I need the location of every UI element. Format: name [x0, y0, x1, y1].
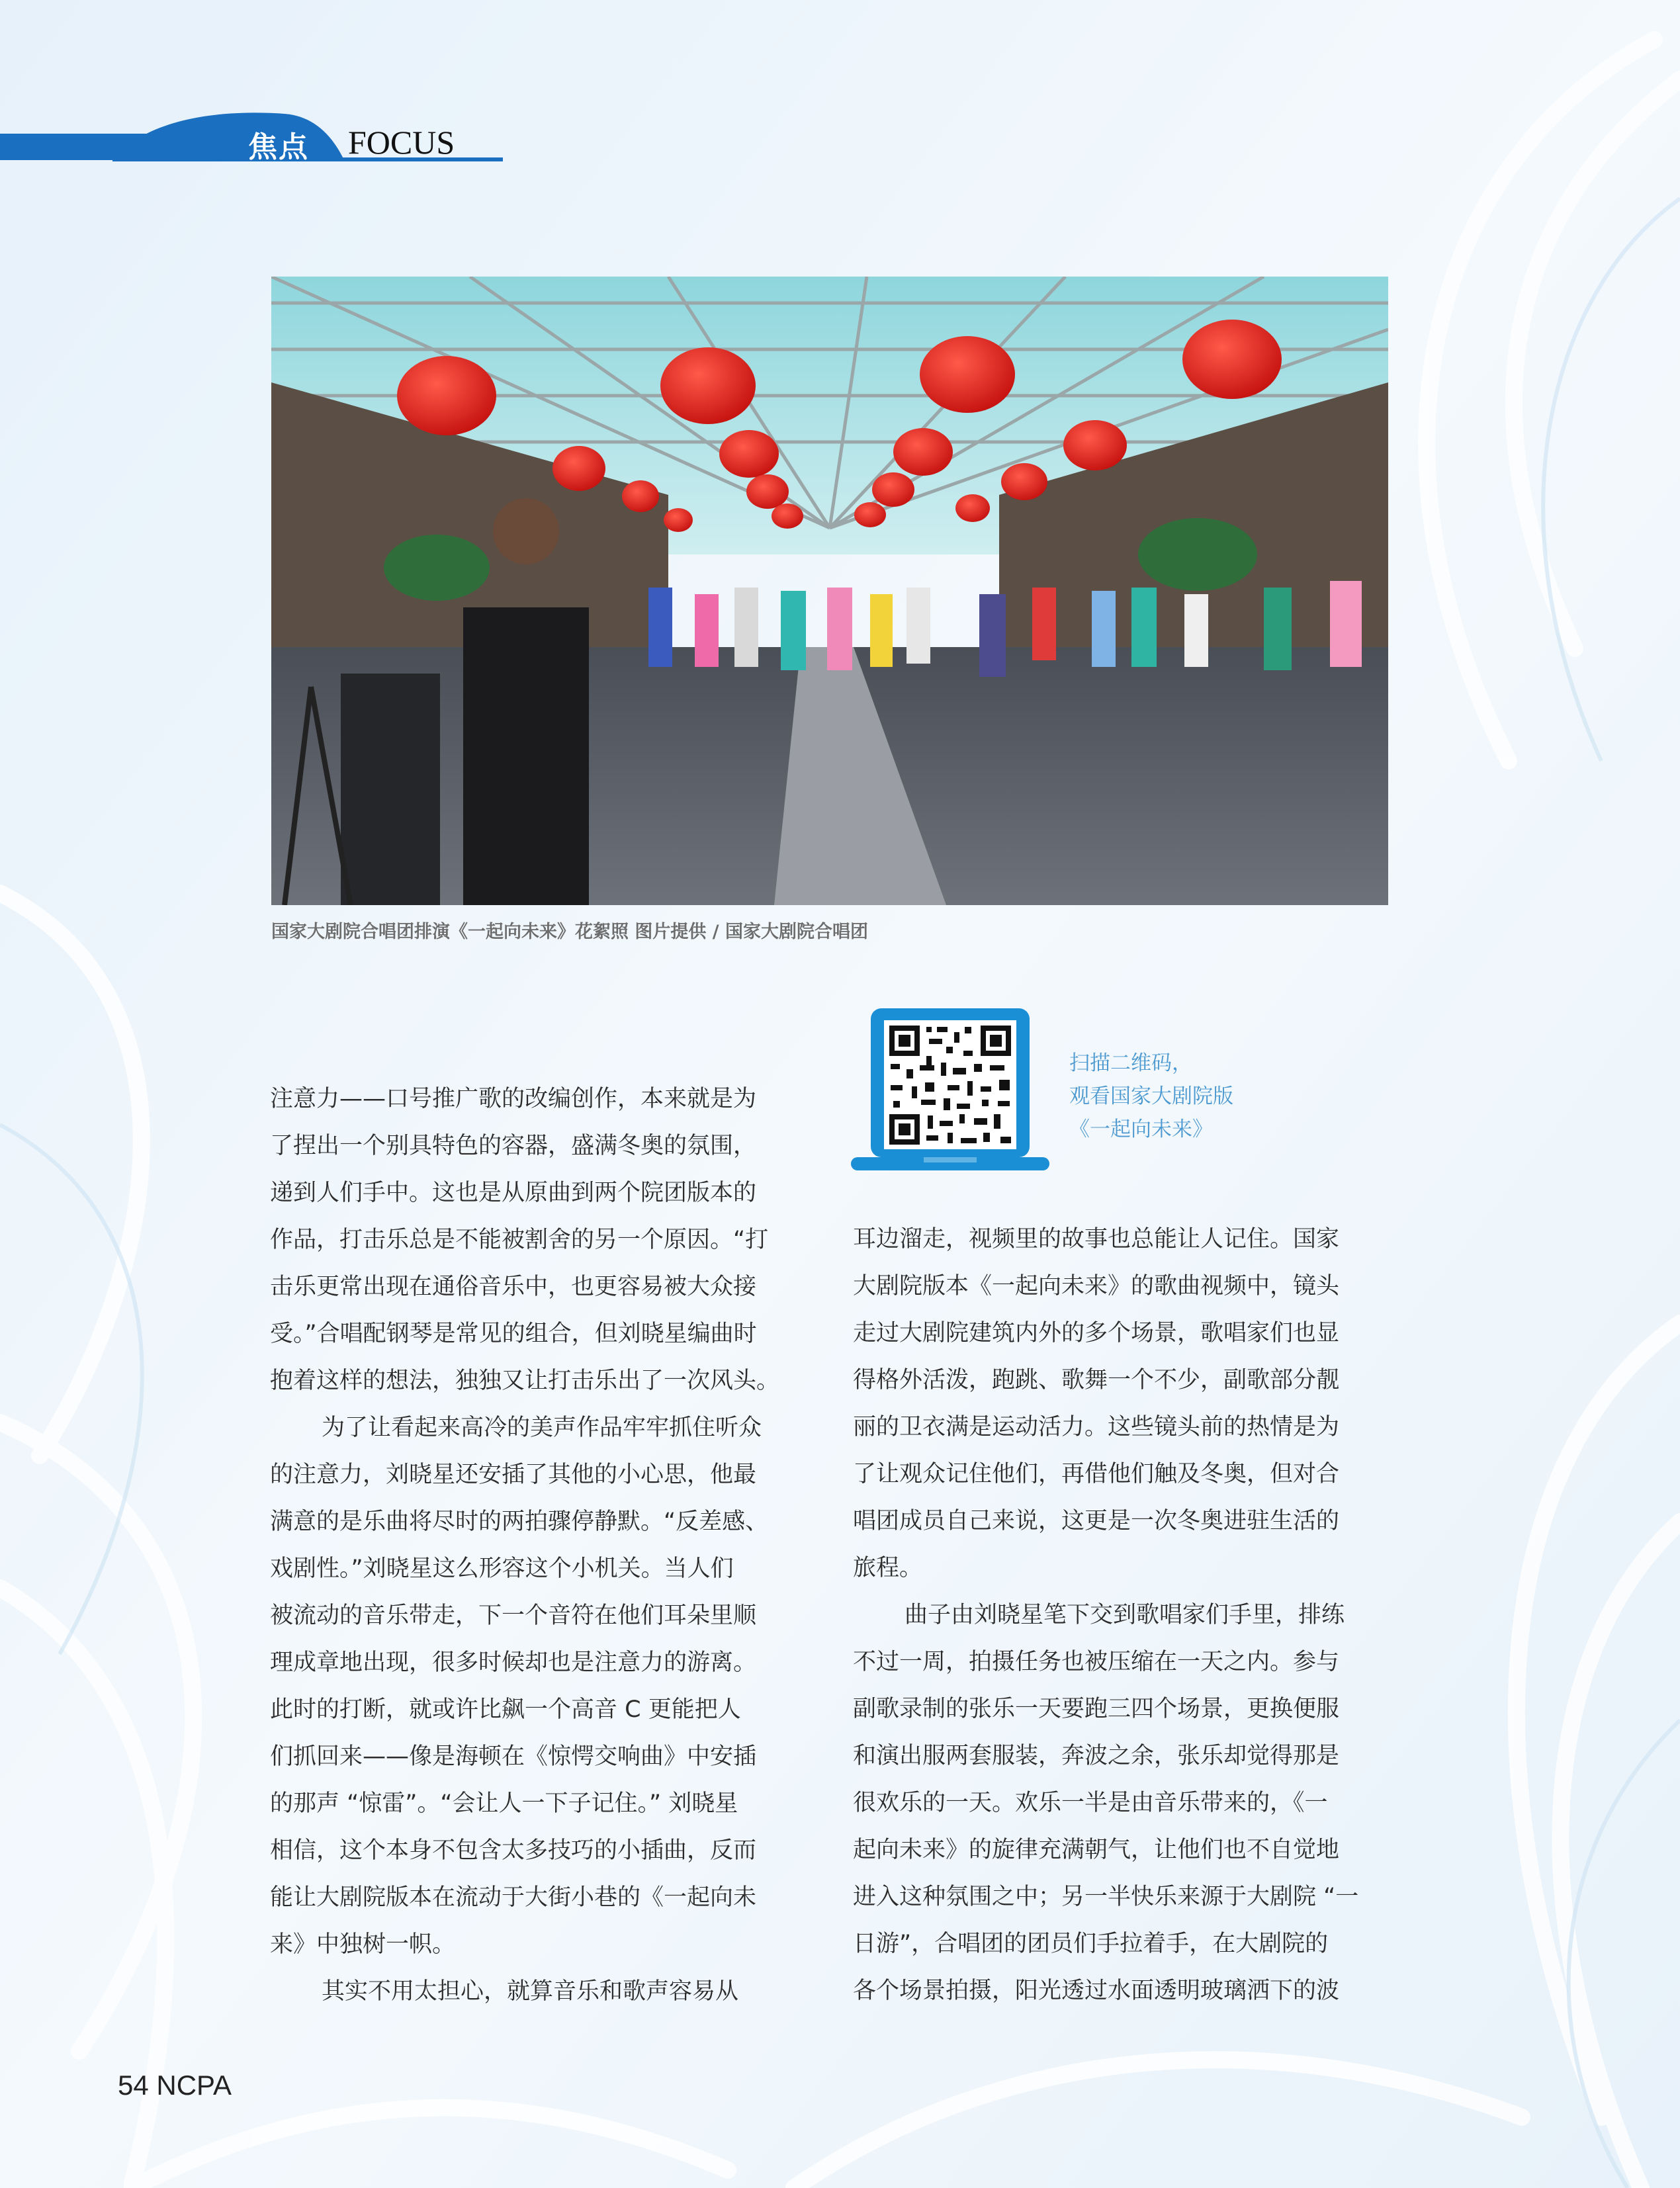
page-folio — [118, 2070, 232, 2101]
text-line: 为了让看起来高冷的美声作品牢牢抓住听众 — [322, 1415, 762, 1441]
text-line: 击乐更常出现在通俗音乐中，也更容易被大众接 — [270, 1274, 757, 1300]
text-line: 进入这种氛围之中；另一半快乐来源于大剧院 “一 — [853, 1884, 1359, 1910]
section-title-en: FOCUS — [348, 124, 455, 161]
choir-rehearsal-photo — [271, 277, 1388, 905]
text-line: 递到人们手中。这也是从原曲到两个院团版本的 — [270, 1180, 757, 1206]
text-line: 的注意力，刘晓星还安插了其他的小心思，他最 — [270, 1462, 757, 1488]
text-line: 了让观众记住他们，再借他们触及冬奥，但对合 — [853, 1461, 1340, 1487]
text-line: 得格外活泼，跑跳、歌舞一个不少，副歌部分靓 — [853, 1367, 1340, 1393]
page-number: 54 — [118, 2070, 149, 2101]
qr-code-icon[interactable] — [851, 1008, 1049, 1182]
qr-note-line: 《一起向未来》 — [1069, 1117, 1213, 1141]
text-line: 耳边溜走，视频里的故事也总能让人记住。国家 — [853, 1226, 1340, 1252]
section-title-zh: 焦点 — [248, 130, 309, 164]
qr-note-line: 扫描二维码， — [1069, 1051, 1192, 1075]
text-line: 作品，打击乐总是不能被割舍的另一个原因。“打 — [270, 1227, 769, 1253]
text-line: 理成章地出现，很多时候却也是注意力的游离。 — [270, 1649, 757, 1676]
text-line: 受。”合唱配钢琴是常见的组合，但刘晓星编曲时 — [270, 1321, 757, 1347]
text-line: 满意的是乐曲将尽时的两拍骤停静默。“反差感、 — [270, 1509, 769, 1535]
magazine-name: NCPA — [156, 2070, 232, 2101]
text-line: 的那声 “惊雷”。“会让人一下子记住。” 刘晓星 — [270, 1790, 738, 1817]
text-line: 被流动的音乐带走，下一个音符在他们耳朵里顺 — [270, 1602, 757, 1629]
text-line: 起向未来》的旋律充满朝气，让他们也不自觉地 — [853, 1837, 1340, 1863]
text-line: 丽的卫衣满是运动活力。这些镜头前的热情是为 — [853, 1414, 1340, 1440]
photo-caption: 国家大剧院合唱团排演《一起向未来》花絮照 图片提供 / 国家大剧院合唱团 — [271, 922, 869, 942]
text-line: 相信，这个本身不包含太多技巧的小插曲，反而 — [270, 1837, 757, 1864]
text-line: 旅程。 — [853, 1555, 923, 1581]
text-line: 很欢乐的一天。欢乐一半是由音乐带来的，《一 — [853, 1790, 1328, 1816]
text-line: 副歌录制的张乐一天要跑三四个场景，更换便服 — [853, 1696, 1340, 1722]
text-line: 日游”，合唱团的团员们手拉着手，在大剧院的 — [853, 1931, 1329, 1957]
text-line: 大剧院版本《一起向未来》的歌曲视频中，镜头 — [853, 1273, 1340, 1299]
article-column-left — [270, 1076, 806, 2015]
text-line: 戏剧性。”刘晓星这么形容这个小机关。当人们 — [270, 1555, 734, 1582]
text-line: 其实不用太担心，就算音乐和歌声容易从 — [322, 1978, 739, 2005]
text-line: 抱着这样的想法，独独又让打击乐出了一次风头。 — [270, 1368, 780, 1394]
text-line: 们抓回来——像是海顿在《惊愕交响曲》中安插 — [270, 1743, 757, 1770]
text-line: 来》中独树一帜。 — [270, 1931, 456, 1958]
text-line: 此时的打断，就或许比飙一个高音 C 更能把人 — [270, 1696, 741, 1723]
text-line: 走过大剧院建筑内外的多个场景，歌唱家们也显 — [853, 1320, 1340, 1346]
qr-instructions — [1069, 1047, 1233, 1146]
text-line: 唱团成员自己来说，这更是一次冬奥进驻生活的 — [853, 1508, 1340, 1534]
text-line: 注意力——口号推广歌的改编创作，本来就是为 — [270, 1086, 757, 1112]
text-line: 曲子由刘晓星笔下交到歌唱家们手里，排练 — [905, 1602, 1345, 1628]
text-line: 了捏出一个别具特色的容器，盛满冬奥的氛围， — [270, 1133, 757, 1159]
text-line: 不过一周，拍摄任务也被压缩在一天之内。参与 — [853, 1649, 1340, 1675]
text-line: 和演出服两套服装，奔波之余，张乐却觉得那是 — [853, 1743, 1340, 1769]
text-line: 能让大剧院版本在流动于大街小巷的《一起向未 — [270, 1884, 757, 1911]
article-column-right — [853, 1216, 1389, 2015]
qr-note-line: 观看国家大剧院版 — [1069, 1084, 1233, 1108]
text-line: 各个场景拍摄，阳光透过水面透明玻璃洒下的波 — [853, 1978, 1340, 2004]
